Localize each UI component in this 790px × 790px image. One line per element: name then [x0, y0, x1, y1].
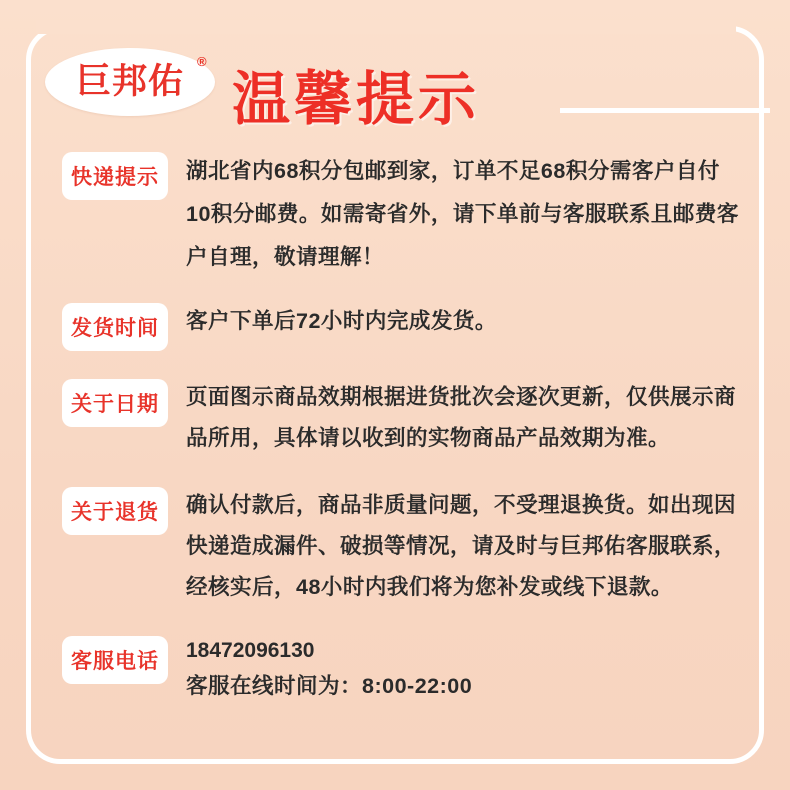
row-tag-returns: 关于退货: [62, 487, 168, 535]
notice-row-customer-service: [62, 634, 742, 704]
registered-trademark-icon: ®: [197, 54, 207, 69]
customer-service-hours: 客服在线时间为：8:00-22:00: [186, 674, 473, 698]
customer-service-phone[interactable]: 18472096130: [186, 639, 315, 662]
notice-row-expiry-date: [62, 377, 742, 459]
row-tag-shipping-fee: 快递提示: [62, 152, 168, 200]
row-text-dispatch-time: 客户下单后72小时内完成发货。: [186, 309, 497, 333]
header: [0, 34, 790, 134]
customer-service-details: [186, 634, 742, 704]
notice-row-dispatch-time: [62, 301, 742, 351]
logo-text: 巨邦佑: [75, 62, 184, 101]
title-underline-rule: [560, 108, 770, 113]
row-tag-customer-service: 客服电话: [62, 636, 168, 684]
frame-top-gap-mask: [36, 20, 736, 34]
row-text-shipping-fee: 湖北省内68积分包邮到家，订单不足68积分需客户自付10积分邮费。如需寄省外，请下单前与客服联系且邮费客户自理，敬请理解！: [186, 159, 739, 269]
notice-row-shipping-fee: [62, 150, 742, 279]
row-text-expiry-date: 页面图示商品效期根据进货批次会逐次更新，仅供展示商品所用，具体请以收到的实物商品产品效期为准。: [186, 385, 737, 450]
row-text-returns: 确认付款后，商品非质量问题，不受理退换货。如出现因快递造成漏件、破损等情况，请及时与巨邦佑客服联系，经核实后，48小时内我们将为您补发或线下退款。: [186, 493, 737, 599]
notice-row-returns: [62, 485, 742, 608]
row-tag-dispatch-time: 发货时间: [62, 303, 168, 351]
notice-rows: [62, 150, 742, 726]
row-tag-expiry-date: 关于日期: [62, 379, 168, 427]
page-title: 温馨提示: [232, 67, 481, 132]
brand-logo: [45, 48, 225, 120]
